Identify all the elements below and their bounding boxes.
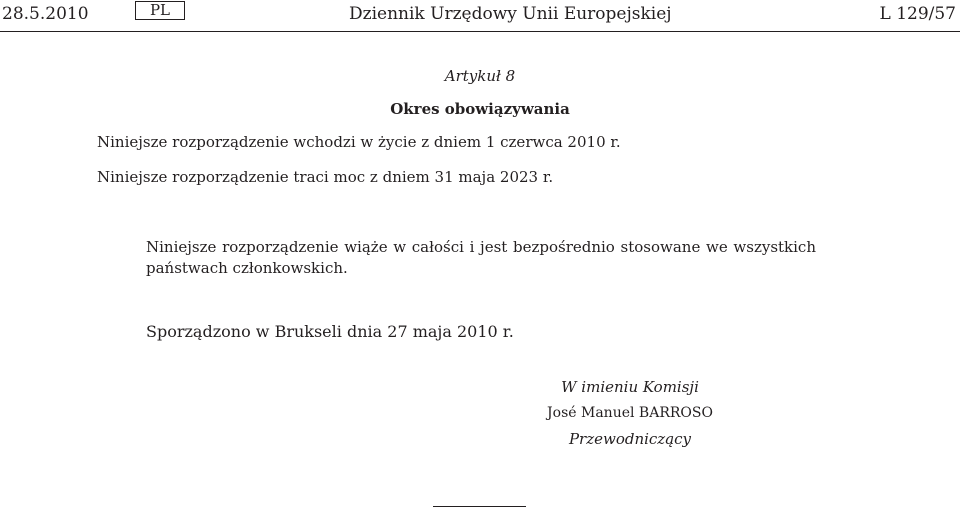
signature-on-behalf: W imieniu Komisji bbox=[561, 378, 699, 396]
done-at-clause: Sporządzono w Brukseli dnia 27 maja 2010 r. bbox=[146, 322, 514, 341]
signatory-name: José Manuel BARROSO bbox=[547, 405, 713, 421]
article-number: Artykuł 8 bbox=[444, 67, 516, 85]
article-title: Okres obowiązywania bbox=[390, 100, 570, 118]
footer-rule bbox=[433, 506, 526, 507]
journal-title: Dziennik Urzędowy Unii Europejskiej bbox=[349, 4, 672, 24]
article-paragraph-2: Niniejsze rozporządzenie traci moc z dniem 31 maja 2023 r. bbox=[97, 168, 554, 186]
header-date: 28.5.2010 bbox=[2, 4, 89, 24]
page-reference: L 129/57 bbox=[879, 4, 956, 24]
header-rule bbox=[0, 31, 960, 32]
language-badge: PL bbox=[135, 1, 185, 20]
article-paragraph-1: Niniejsze rozporządzenie wchodzi w życie z dniem 1 czerwca 2010 r. bbox=[97, 133, 621, 151]
page-header bbox=[0, 0, 960, 32]
signatory-role: Przewodniczący bbox=[568, 430, 692, 448]
binding-clause: Niniejsze rozporządzenie wiąże w całości i jest bezpośrednio stosowane we wszystkich państwach członkowskich. bbox=[146, 238, 816, 277]
